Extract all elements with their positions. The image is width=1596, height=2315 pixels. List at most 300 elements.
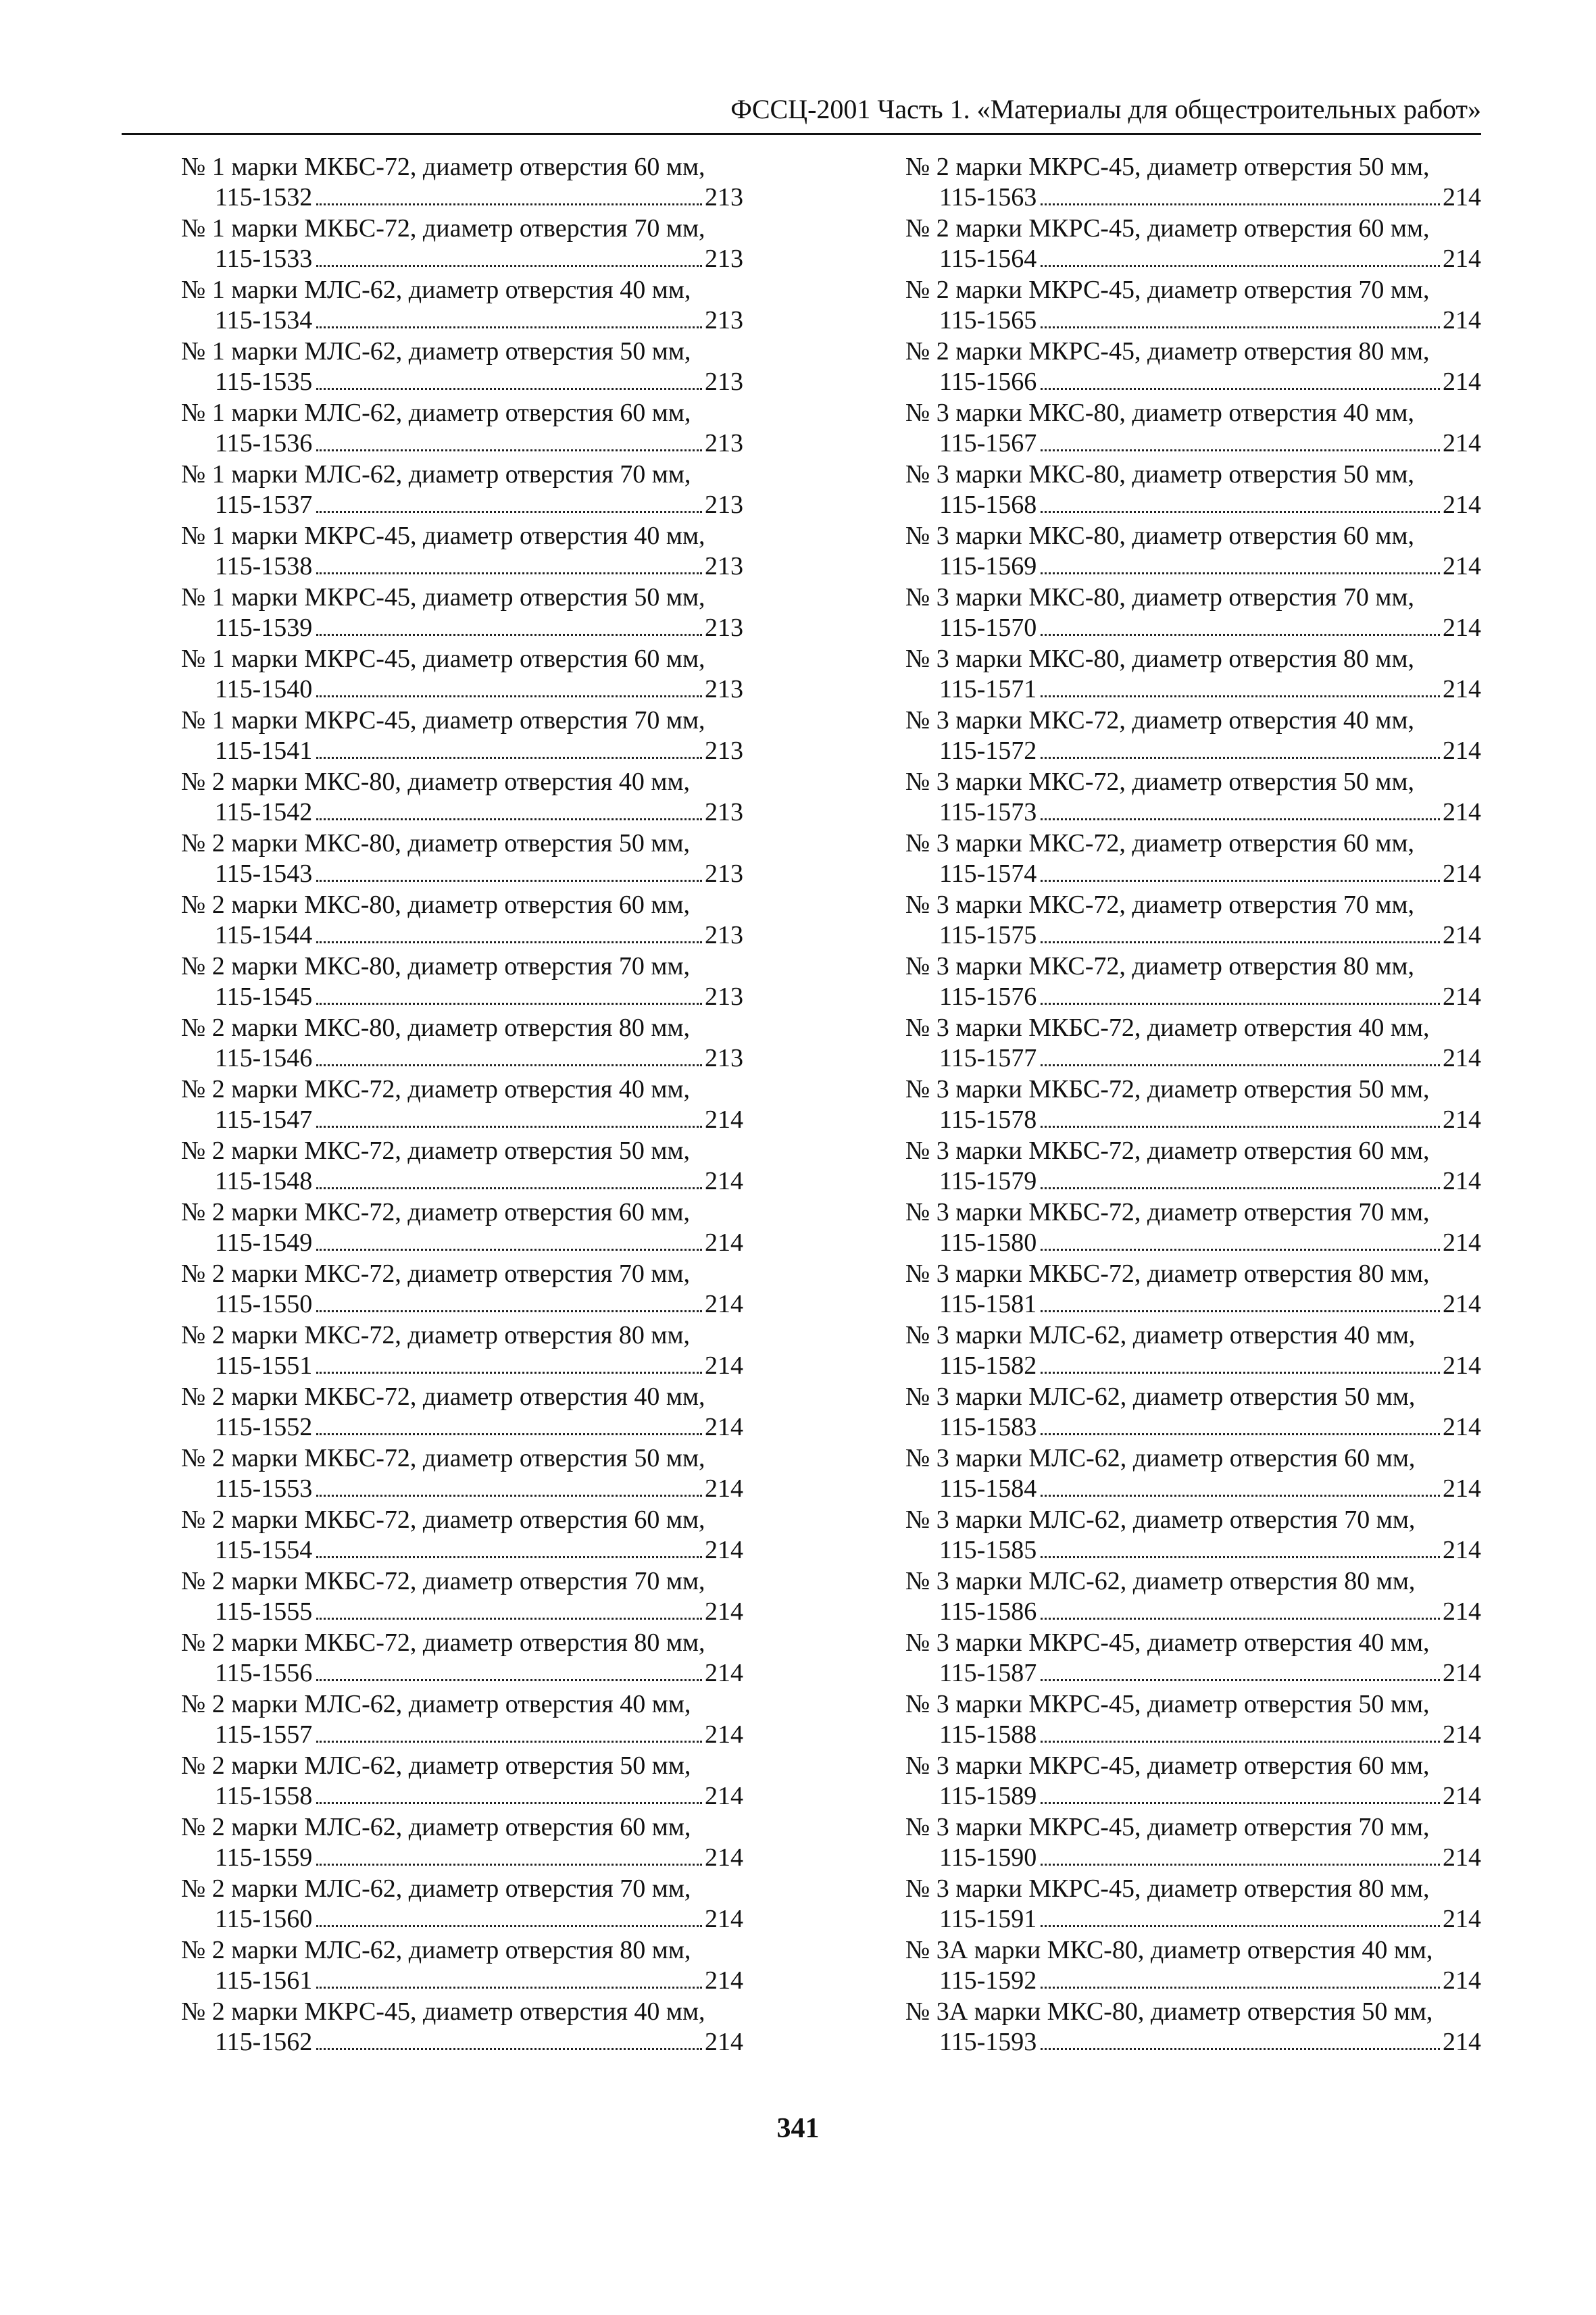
dot-leader: [316, 1679, 702, 1681]
entry-title: № 2 марки МКС-80, диаметр отверстия 60 мм,: [181, 891, 690, 919]
entry-code: 115-1554: [215, 1536, 313, 1564]
entry-page-ref: 214: [1443, 2028, 1481, 2056]
index-entry: [905, 152, 1481, 214]
entry-page-ref: 214: [1443, 1659, 1481, 1687]
entry-page-ref: 214: [705, 1228, 743, 1257]
entry-reference-line: [181, 182, 743, 213]
entry-title: № 3 марки МКРС-45, диаметр отверстия 40 мм,: [905, 1628, 1430, 1657]
entry-title: № 2 марки МКБС-72, диаметр отверстия 70 мм,: [181, 1567, 705, 1595]
index-entry: [905, 1628, 1481, 1689]
entry-code: 115-1551: [215, 1351, 313, 1380]
dot-leader: [1041, 1556, 1440, 1558]
dot-leader: [316, 818, 702, 820]
entry-code: 115-1567: [939, 429, 1037, 457]
index-entry: [905, 1320, 1481, 1382]
entry-reference-line: [905, 1843, 1481, 1873]
dot-leader: [316, 1310, 702, 1312]
entry-title: № 1 марки МЛС-62, диаметр отверстия 70 мм,: [181, 460, 691, 489]
dot-leader: [316, 1064, 702, 1066]
dot-leader: [316, 941, 702, 943]
index-entry: [181, 1197, 743, 1259]
entry-title: № 3 марки МКБС-72, диаметр отверстия 80 мм,: [905, 1260, 1430, 1288]
dot-leader: [316, 880, 702, 882]
dot-leader: [1041, 818, 1440, 820]
entry-code: 115-1561: [215, 1966, 313, 1995]
index-entry: [905, 521, 1481, 582]
entry-title: № 2 марки МКС-80, диаметр отверстия 70 мм,: [181, 952, 690, 980]
entry-title: № 3А марки МКС-80, диаметр отверстия 50 мм,: [905, 1997, 1433, 2026]
entry-title: № 1 марки МКРС-45, диаметр отверстия 70 мм,: [181, 706, 705, 735]
entry-page-ref: 213: [705, 491, 743, 519]
dot-leader: [1041, 634, 1440, 636]
dot-leader: [316, 326, 702, 328]
entry-title: № 1 марки МЛС-62, диаметр отверстия 60 мм,: [181, 399, 691, 427]
entry-page-ref: 214: [1443, 1228, 1481, 1257]
dot-leader: [1041, 941, 1440, 943]
dot-leader: [1041, 1064, 1440, 1066]
entry-code: 115-1573: [939, 798, 1037, 826]
dot-leader: [316, 1433, 702, 1435]
entry-page-ref: 214: [1443, 552, 1481, 580]
entry-page-ref: 213: [705, 982, 743, 1011]
index-entry: [905, 1074, 1481, 1136]
entry-code: 115-1547: [215, 1105, 313, 1134]
entry-page-ref: 214: [705, 1966, 743, 1995]
entry-page-ref: 214: [705, 1536, 743, 1564]
entry-code: 115-1571: [939, 675, 1037, 703]
dot-leader: [316, 1495, 702, 1497]
index-entry: [905, 1505, 1481, 1566]
entry-page-ref: 214: [1443, 491, 1481, 519]
entry-code: 115-1568: [939, 491, 1037, 519]
index-entry: [905, 890, 1481, 951]
entry-reference-line: [905, 1904, 1481, 1935]
entry-code: 115-1555: [215, 1597, 313, 1626]
entry-page-ref: 213: [705, 306, 743, 334]
entry-title: № 2 марки МЛС-62, диаметр отверстия 40 мм,: [181, 1690, 691, 1718]
index-entry: [905, 1935, 1481, 1997]
entry-code: 115-1590: [939, 1843, 1037, 1872]
entry-title: № 2 марки МЛС-62, диаметр отверстия 50 мм,: [181, 1751, 691, 1780]
entry-title: № 2 марки МКС-72, диаметр отверстия 40 мм,: [181, 1075, 690, 1103]
index-entry: [181, 1505, 743, 1566]
entry-page-ref: 214: [1443, 1413, 1481, 1441]
entry-page-ref: 214: [705, 1413, 743, 1441]
entry-code: 115-1532: [215, 183, 313, 211]
index-entry: [181, 828, 743, 890]
entry-code: 115-1589: [939, 1782, 1037, 1810]
entry-title: № 1 марки МЛС-62, диаметр отверстия 50 мм,: [181, 337, 691, 366]
dot-leader: [1041, 1741, 1440, 1743]
index-entry: [181, 1812, 743, 1874]
entry-reference-line: [181, 1781, 743, 1812]
entry-code: 115-1579: [939, 1167, 1037, 1195]
dot-leader: [1041, 1618, 1440, 1620]
dot-leader: [316, 1372, 702, 1374]
dot-leader: [1041, 880, 1440, 882]
index-entry: [905, 1382, 1481, 1443]
index-entry: [181, 1382, 743, 1443]
entry-title: № 3 марки МЛС-62, диаметр отверстия 40 мм,: [905, 1321, 1416, 1349]
dot-leader: [316, 265, 702, 267]
entry-code: 115-1533: [215, 245, 313, 273]
entry-code: 115-1548: [215, 1167, 313, 1195]
entry-page-ref: 214: [1443, 860, 1481, 888]
entry-page-ref: 213: [705, 675, 743, 703]
entry-title: № 1 марки МЛС-62, диаметр отверстия 40 мм,: [181, 276, 691, 304]
index-entry: [181, 1874, 743, 1935]
dot-leader: [316, 695, 702, 697]
entry-title: № 2 марки МЛС-62, диаметр отверстия 80 мм,: [181, 1936, 691, 1964]
entry-code: 115-1550: [215, 1290, 313, 1318]
entry-page-ref: 214: [705, 1905, 743, 1933]
entry-title: № 1 марки МКРС-45, диаметр отверстия 40 мм,: [181, 522, 705, 550]
entry-page-ref: 214: [705, 2028, 743, 2056]
entry-code: 115-1566: [939, 368, 1037, 396]
entry-title: № 2 марки МКРС-45, диаметр отверстия 60 мм,: [905, 214, 1430, 243]
entry-page-ref: 214: [1443, 245, 1481, 273]
dot-leader: [316, 203, 702, 205]
entry-title: № 3 марки МКРС-45, диаметр отверстия 70 мм,: [905, 1813, 1430, 1841]
dot-leader: [316, 634, 702, 636]
entry-page-ref: 214: [1443, 1720, 1481, 1749]
dot-leader: [1041, 1802, 1440, 1804]
entry-title: № 2 марки МКРС-45, диаметр отверстия 70 мм,: [905, 276, 1430, 304]
entry-code: 115-1559: [215, 1843, 313, 1872]
entry-reference-line: [181, 490, 743, 520]
entry-title: № 2 марки МКБС-72, диаметр отверстия 60 мм,: [181, 1505, 705, 1534]
entry-page-ref: 214: [1443, 737, 1481, 765]
dot-leader: [1041, 1310, 1440, 1312]
entry-reference-line: [181, 1966, 743, 1996]
entry-title: № 3 марки МКРС-45, диаметр отверстия 60 мм,: [905, 1751, 1430, 1780]
entry-reference-line: [905, 244, 1481, 274]
index-entry: [905, 1013, 1481, 1074]
dot-leader: [316, 449, 702, 451]
index-entry: [905, 644, 1481, 705]
dot-leader: [316, 1126, 702, 1128]
entry-reference-line: [181, 1412, 743, 1443]
entry-reference-line: [181, 1105, 743, 1135]
index-entry: [905, 828, 1481, 890]
entry-code: 115-1556: [215, 1659, 313, 1687]
index-entry: [181, 1013, 743, 1074]
entry-reference-line: [181, 1535, 743, 1566]
entry-title: № 3 марки МКС-72, диаметр отверстия 40 мм,: [905, 706, 1414, 735]
entry-reference-line: [181, 920, 743, 951]
entry-code: 115-1539: [215, 614, 313, 642]
entry-reference-line: [905, 551, 1481, 582]
index-entry: [181, 1074, 743, 1136]
entry-title: № 1 марки МКБС-72, диаметр отверстия 70 мм,: [181, 214, 705, 243]
index-entry: [905, 214, 1481, 275]
entry-title: № 2 марки МКС-72, диаметр отверстия 70 мм,: [181, 1260, 690, 1288]
entry-page-ref: 213: [705, 921, 743, 949]
entry-title: № 3 марки МКРС-45, диаметр отверстия 50 мм,: [905, 1690, 1430, 1718]
entry-code: 115-1534: [215, 306, 313, 334]
entry-title: № 3 марки МКС-72, диаметр отверстия 70 мм,: [905, 891, 1414, 919]
index-entry: [905, 1812, 1481, 1874]
index-entry: [181, 1320, 743, 1382]
dot-leader: [316, 511, 702, 513]
index-entry: [181, 1689, 743, 1751]
entry-title: № 3 марки МКБС-72, диаметр отверстия 60 мм,: [905, 1137, 1430, 1165]
entry-page-ref: 214: [1443, 1597, 1481, 1626]
entry-code: 115-1591: [939, 1905, 1037, 1933]
entry-reference-line: [905, 1043, 1481, 1074]
entry-reference-line: [905, 1535, 1481, 1566]
entry-code: 115-1576: [939, 982, 1037, 1011]
index-entry: [181, 1259, 743, 1320]
entry-page-ref: 213: [705, 860, 743, 888]
dot-leader: [1041, 1249, 1440, 1251]
entry-code: 115-1553: [215, 1474, 313, 1503]
entry-title: № 3 марки МКС-80, диаметр отверстия 60 мм,: [905, 522, 1414, 550]
entry-page-ref: 214: [705, 1720, 743, 1749]
dot-leader: [316, 757, 702, 759]
entry-reference-line: [181, 613, 743, 643]
entry-code: 115-1586: [939, 1597, 1037, 1626]
index-column-right: [905, 152, 1481, 2058]
entry-reference-line: [905, 674, 1481, 705]
entry-reference-line: [905, 1781, 1481, 1812]
entry-reference-line: [905, 920, 1481, 951]
entry-page-ref: 214: [1443, 1905, 1481, 1933]
entry-reference-line: [905, 490, 1481, 520]
dot-leader: [316, 1618, 702, 1620]
entry-page-ref: 213: [705, 798, 743, 826]
entry-reference-line: [905, 1412, 1481, 1443]
index-entry: [181, 337, 743, 398]
entry-page-ref: 213: [705, 183, 743, 211]
entry-code: 115-1563: [939, 183, 1037, 211]
index-entry: [181, 275, 743, 337]
entry-code: 115-1575: [939, 921, 1037, 949]
index-entry: [181, 767, 743, 828]
index-entry: [181, 459, 743, 521]
dot-leader: [1041, 1987, 1440, 1989]
entry-code: 115-1538: [215, 552, 313, 580]
entry-reference-line: [905, 859, 1481, 889]
entry-page-ref: 214: [705, 1351, 743, 1380]
running-header: [122, 91, 1481, 135]
dot-leader: [1041, 449, 1440, 451]
entry-title: № 3 марки МКС-80, диаметр отверстия 50 мм,: [905, 460, 1414, 489]
entry-page-ref: 214: [705, 1843, 743, 1872]
entry-page-ref: 214: [1443, 1474, 1481, 1503]
entry-code: 115-1583: [939, 1413, 1037, 1441]
entry-code: 115-1552: [215, 1413, 313, 1441]
entry-code: 115-1577: [939, 1044, 1037, 1072]
entry-code: 115-1582: [939, 1351, 1037, 1380]
entry-page-ref: 214: [1443, 982, 1481, 1011]
index-entry: [905, 1689, 1481, 1751]
entry-page-ref: 213: [705, 245, 743, 273]
entry-title: № 3 марки МКБС-72, диаметр отверстия 40 мм,: [905, 1014, 1430, 1042]
entry-code: 115-1585: [939, 1536, 1037, 1564]
index-column-left: [181, 152, 743, 2058]
entry-title: № 2 марки МКРС-45, диаметр отверстия 80 мм,: [905, 337, 1430, 366]
entry-code: 115-1574: [939, 860, 1037, 888]
entry-page-ref: 214: [705, 1474, 743, 1503]
entry-code: 115-1570: [939, 614, 1037, 642]
dot-leader: [316, 1556, 702, 1558]
dot-leader: [1041, 203, 1440, 205]
entry-page-ref: 214: [1443, 1782, 1481, 1810]
entry-code: 115-1572: [939, 737, 1037, 765]
entry-reference-line: [905, 1289, 1481, 1320]
dot-leader: [1041, 265, 1440, 267]
entry-page-ref: 214: [1443, 429, 1481, 457]
entry-title: № 2 марки МКБС-72, диаметр отверстия 40 мм,: [181, 1383, 705, 1411]
entry-code: 115-1557: [215, 1720, 313, 1749]
index-entry: [905, 1566, 1481, 1628]
entry-reference-line: [905, 1351, 1481, 1381]
dot-leader: [316, 1987, 702, 1989]
dot-leader: [316, 1925, 702, 1927]
dot-leader: [316, 1802, 702, 1804]
entry-page-ref: 214: [1443, 1351, 1481, 1380]
dot-leader: [1041, 1679, 1440, 1681]
index-entry: [905, 582, 1481, 644]
entry-code: 115-1558: [215, 1782, 313, 1810]
entry-reference-line: [181, 1351, 743, 1381]
entry-reference-line: [181, 674, 743, 705]
dot-leader: [1041, 2048, 1440, 2050]
index-entry: [905, 1997, 1481, 2058]
index-entry: [905, 951, 1481, 1013]
entry-code: 115-1541: [215, 737, 313, 765]
entry-page-ref: 214: [1443, 1290, 1481, 1318]
entry-code: 115-1562: [215, 2028, 313, 2056]
entry-page-ref: 214: [1443, 306, 1481, 334]
entry-title: № 3 марки МКС-72, диаметр отверстия 80 мм,: [905, 952, 1414, 980]
index-entry: [905, 1259, 1481, 1320]
entry-title: № 2 марки МЛС-62, диаметр отверстия 70 мм,: [181, 1874, 691, 1903]
entry-title: № 2 марки МКС-72, диаметр отверстия 50 мм,: [181, 1137, 690, 1165]
entry-code: 115-1587: [939, 1659, 1037, 1687]
entry-reference-line: [181, 1904, 743, 1935]
index-entry: [181, 398, 743, 459]
entry-code: 115-1543: [215, 860, 313, 888]
entry-code: 115-1593: [939, 2028, 1037, 2056]
dot-leader: [1041, 572, 1440, 574]
entry-code: 115-1578: [939, 1105, 1037, 1134]
entry-page-ref: 214: [1443, 1843, 1481, 1872]
entry-page-ref: 214: [1443, 1966, 1481, 1995]
entry-title: № 3А марки МКС-80, диаметр отверстия 40 мм,: [905, 1936, 1433, 1964]
index-entry: [905, 1136, 1481, 1197]
index-entry: [181, 1751, 743, 1812]
entry-code: 115-1549: [215, 1228, 313, 1257]
entry-reference-line: [905, 1966, 1481, 1996]
entry-code: 115-1544: [215, 921, 313, 949]
entry-reference-line: [905, 1597, 1481, 1627]
entry-page-ref: 213: [705, 614, 743, 642]
entry-page-ref: 213: [705, 552, 743, 580]
entry-page-ref: 214: [705, 1659, 743, 1687]
entry-page-ref: 214: [1443, 675, 1481, 703]
entry-reference-line: [181, 1289, 743, 1320]
entry-reference-line: [181, 982, 743, 1012]
entry-page-ref: 214: [705, 1782, 743, 1810]
entry-code: 115-1560: [215, 1905, 313, 1933]
dot-leader: [1041, 326, 1440, 328]
dot-leader: [316, 1864, 702, 1866]
entry-title: № 2 марки МКС-72, диаметр отверстия 80 мм,: [181, 1321, 690, 1349]
entry-title: № 3 марки МКС-80, диаметр отверстия 70 мм,: [905, 583, 1414, 612]
entry-title: № 2 марки МКБС-72, диаметр отверстия 80 мм,: [181, 1628, 705, 1657]
entry-title: № 2 марки МЛС-62, диаметр отверстия 60 мм,: [181, 1813, 691, 1841]
entry-reference-line: [905, 367, 1481, 397]
entry-reference-line: [181, 1597, 743, 1627]
index-entry: [905, 459, 1481, 521]
entry-reference-line: [181, 797, 743, 828]
index-entry: [905, 337, 1481, 398]
entry-reference-line: [905, 613, 1481, 643]
index-entry: [905, 1874, 1481, 1935]
dot-leader: [1041, 1126, 1440, 1128]
entry-title: № 1 марки МКБС-72, диаметр отверстия 60 мм,: [181, 153, 705, 181]
dot-leader: [1041, 1495, 1440, 1497]
entry-title: № 3 марки МКБС-72, диаметр отверстия 70 мм,: [905, 1198, 1430, 1226]
header-title: ФССЦ-2001 Часть 1. «Материалы для общестроительных работ»: [730, 94, 1481, 124]
entry-code: 115-1592: [939, 1966, 1037, 1995]
index-entry: [181, 152, 743, 214]
dot-leader: [316, 1741, 702, 1743]
dot-leader: [316, 572, 702, 574]
entry-reference-line: [181, 1043, 743, 1074]
entry-page-ref: 214: [1443, 368, 1481, 396]
page-number: 341: [776, 2113, 820, 2144]
entry-code: 115-1565: [939, 306, 1037, 334]
entry-reference-line: [181, 1474, 743, 1504]
index-entry: [181, 582, 743, 644]
entry-title: № 2 марки МКС-80, диаметр отверстия 50 мм,: [181, 829, 690, 857]
entry-title: № 3 марки МЛС-62, диаметр отверстия 70 мм,: [905, 1505, 1416, 1534]
dot-leader: [1041, 1187, 1440, 1189]
entry-title: № 1 марки МКРС-45, диаметр отверстия 50 мм,: [181, 583, 705, 612]
entry-page-ref: 214: [705, 1290, 743, 1318]
entry-reference-line: [905, 428, 1481, 459]
dot-leader: [316, 1249, 702, 1251]
entry-reference-line: [905, 736, 1481, 766]
entry-title: № 3 марки МКС-80, диаметр отверстия 40 мм,: [905, 399, 1414, 427]
entry-code: 115-1535: [215, 368, 313, 396]
index-entry: [181, 644, 743, 705]
entry-title: № 3 марки МЛС-62, диаметр отверстия 80 мм,: [905, 1567, 1416, 1595]
dot-leader: [1041, 1925, 1440, 1927]
entry-code: 115-1569: [939, 552, 1037, 580]
entry-reference-line: [905, 982, 1481, 1012]
index-entry: [181, 214, 743, 275]
entry-reference-line: [905, 305, 1481, 336]
index-entry: [181, 521, 743, 582]
entry-code: 115-1588: [939, 1720, 1037, 1749]
entry-code: 115-1580: [939, 1228, 1037, 1257]
index-entry: [905, 398, 1481, 459]
entry-title: № 2 марки МКС-80, диаметр отверстия 40 мм,: [181, 768, 690, 796]
entry-page-ref: 214: [1443, 1105, 1481, 1134]
entry-page-ref: 213: [705, 737, 743, 765]
entry-page-ref: 213: [705, 429, 743, 457]
entry-code: 115-1564: [939, 245, 1037, 273]
entry-reference-line: [181, 1843, 743, 1873]
entry-code: 115-1546: [215, 1044, 313, 1072]
dot-leader: [1041, 695, 1440, 697]
entry-page-ref: 214: [705, 1105, 743, 1134]
entry-reference-line: [181, 367, 743, 397]
